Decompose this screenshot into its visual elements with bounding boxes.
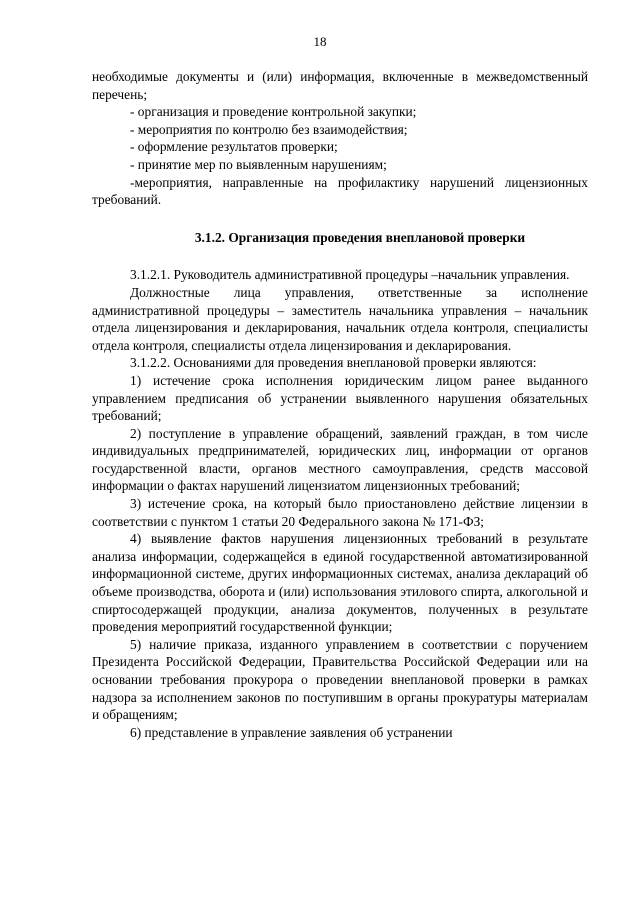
list-item: - принятие мер по выявленным нарушениям; [130, 156, 387, 172]
list-item: 4) выявление фактов нарушения лицензионных требований в результате анализа информации, содержащейся в единой государственной автоматизированной информационной системе, других информационных системах, анализа деклараций об объеме производства, оборота и (или) использования этилового спирта, алкогольной и спиртосодержащей продукции, анализа документов, полученных в результате проведения мероприятий государственной функции; [92, 531, 588, 635]
list-item: - организация и проведение контрольной закупки; [130, 104, 417, 120]
list-item: 3) истечение срока, на который было приостановлено действие лицензии в соответствии с пунктом 1 статьи 20 Федерального закона № 171-ФЗ; [92, 496, 588, 529]
list-item: - мероприятия по контролю без взаимодействия; [130, 121, 408, 137]
paragraph: необходимые документы и (или) информация, включенные в межведомственный перечень; [92, 69, 588, 102]
list-item: - оформление результатов проверки; [130, 139, 338, 155]
page-number: 18 [313, 34, 327, 49]
list-item: 2) поступление в управление обращений, заявлений граждан, в том числе индивидуальных предпринимателей, юридических лиц, информации от органов государственной власти, органов местного самоуправления, средств массовой информации о фактах нарушений лицензиатом лицензионных требований; [92, 425, 588, 494]
list-item: 1) истечение срока исполнения юридическим лицом ранее выданного управлением предписания об устранении выявленного нарушения обязательных требований; [92, 372, 588, 424]
list-item: -мероприятия, направленные на профилактику нарушений лицензионных требований. [92, 174, 588, 208]
paragraph: Должностные лица управления, ответственные за исполнение административной процедуры – заместитель начальника управления – начальник отдела лицензирования и декларирования, начальник отдела контроля, специалисты отдела контроля, специалисты отдела лицензирования и декларирования. [92, 284, 588, 353]
section-heading: 3.1.2. Организация проведения внеплановой проверки [194, 229, 526, 245]
list-item: 6) представление в управление заявления об устранении [130, 724, 453, 740]
document-body [92, 68, 588, 741]
list-item: 5) наличие приказа, изданного управлением в соответствии с поручением Президента Российской Федерации, Правительства Российской Федерации или на основании требования прокурора о проведении внеплановой проверки в рамках надзора за исполнением законов по поступившим в органы прокуратуры материалам и обращениям; [92, 636, 588, 723]
paragraph: 3.1.2.2. Основаниями для проведения внеплановой проверки являются: [130, 355, 537, 371]
paragraph: 3.1.2.1. Руководитель административной процедуры –начальник управления. [130, 267, 570, 283]
